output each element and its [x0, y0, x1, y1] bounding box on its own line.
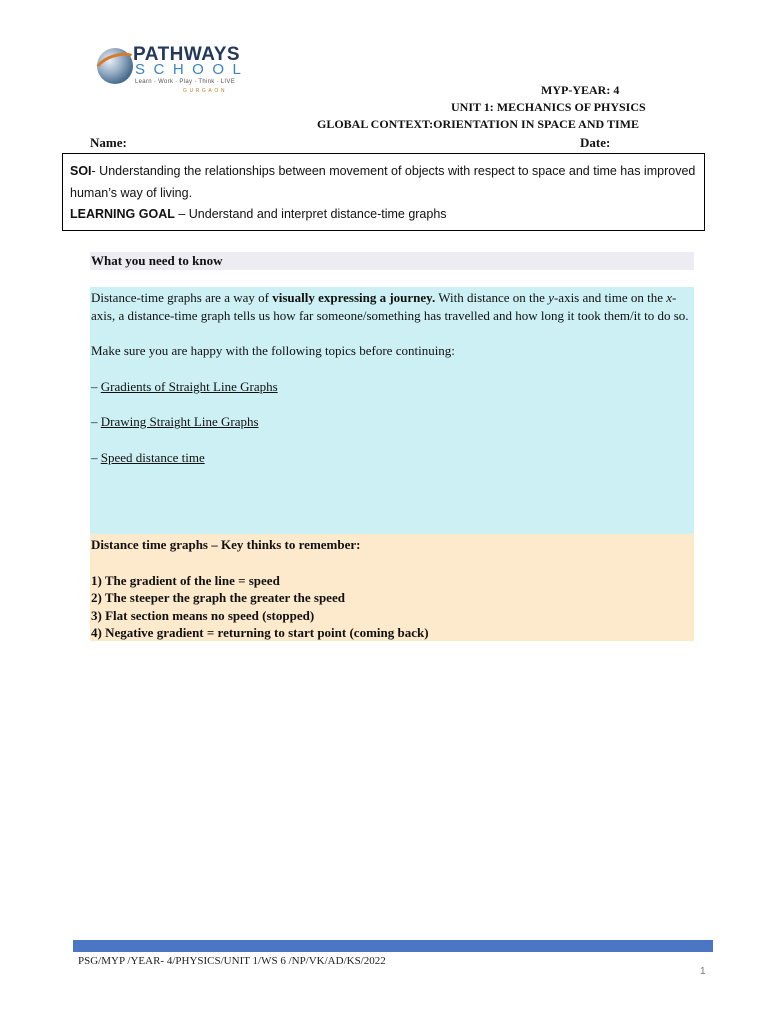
dash: –	[91, 378, 101, 394]
page-number: 1	[700, 966, 706, 977]
soi-box	[62, 153, 705, 231]
soi-label: SOI	[70, 164, 92, 178]
footer-code: PSG/MYP /YEAR- 4/PHYSICS/UNIT 1/WS 6 /NP/VK/AD/KS/2022	[78, 955, 386, 967]
topics-intro: Make sure you are happy with the following topics before continuing:	[91, 343, 455, 359]
intro-text: With distance on the	[435, 290, 549, 305]
y-axis-letter: y	[548, 290, 554, 305]
dash: –	[91, 414, 101, 430]
topic-item	[91, 378, 692, 396]
logo-city: GURGAON	[183, 88, 228, 94]
learning-goal-label: LEARNING GOAL	[70, 207, 175, 221]
topic-item	[91, 449, 692, 467]
learning-goal	[70, 204, 696, 226]
dash: –	[91, 449, 101, 465]
topic-link-gradients[interactable]: Gradients of Straight Line Graphs	[100, 378, 278, 394]
section-heading: What you need to know	[90, 252, 694, 270]
intro-text: -axis, a distance-time graph tells us how far someone/something has travelled and how long it took them/it to do so.	[91, 290, 689, 323]
soi-statement	[70, 161, 696, 204]
name-label: Name:	[90, 135, 127, 150]
key-item: 3) Flat section means no speed (stopped)	[91, 607, 315, 623]
x-axis-letter: x	[666, 290, 673, 305]
school-logo	[97, 44, 257, 100]
logo-subtitle: SCHOOL	[135, 61, 250, 78]
footer-bar	[73, 940, 713, 952]
prerequisites-panel	[90, 287, 694, 534]
key-item: 4) Negative gradient = returning to start point (coming back)	[91, 625, 429, 641]
date-label: Date:	[580, 135, 611, 150]
year-heading: MYP-YEAR: 4	[541, 83, 620, 97]
topic-link-speed[interactable]: Speed distance time	[100, 449, 205, 465]
topic-item	[91, 413, 692, 431]
intro-text: -axis and time on the	[553, 290, 667, 305]
intro-paragraph	[91, 289, 692, 324]
learning-goal-text: – Understand and interpret distance-time graphs	[174, 207, 447, 221]
key-item: 2) The steeper the graph the greater the speed	[91, 590, 345, 606]
logo-title: PATHWAYS	[133, 44, 241, 65]
intro-bold: visually expressing a journey.	[272, 290, 436, 305]
logo-tagline: Learn · Work · Play · Think · LIVE	[135, 79, 236, 85]
intro-text: Distance-time graphs are a way of	[91, 290, 273, 305]
soi-text: - Understanding the relationships between movement of objects with respect to space and time has improved human’s way of living.	[70, 164, 696, 200]
key-points-panel	[90, 534, 694, 641]
global-context-heading: GLOBAL CONTEXT:ORIENTATION IN SPACE AND TIME	[317, 117, 639, 131]
topic-link-drawing[interactable]: Drawing Straight Line Graphs	[100, 414, 259, 430]
key-heading: Distance time graphs – Key thinks to remember:	[91, 537, 361, 552]
key-item: 1) The gradient of the line = speed	[91, 572, 280, 588]
unit-heading: UNIT 1: MECHANICS OF PHYSICS	[451, 100, 646, 114]
